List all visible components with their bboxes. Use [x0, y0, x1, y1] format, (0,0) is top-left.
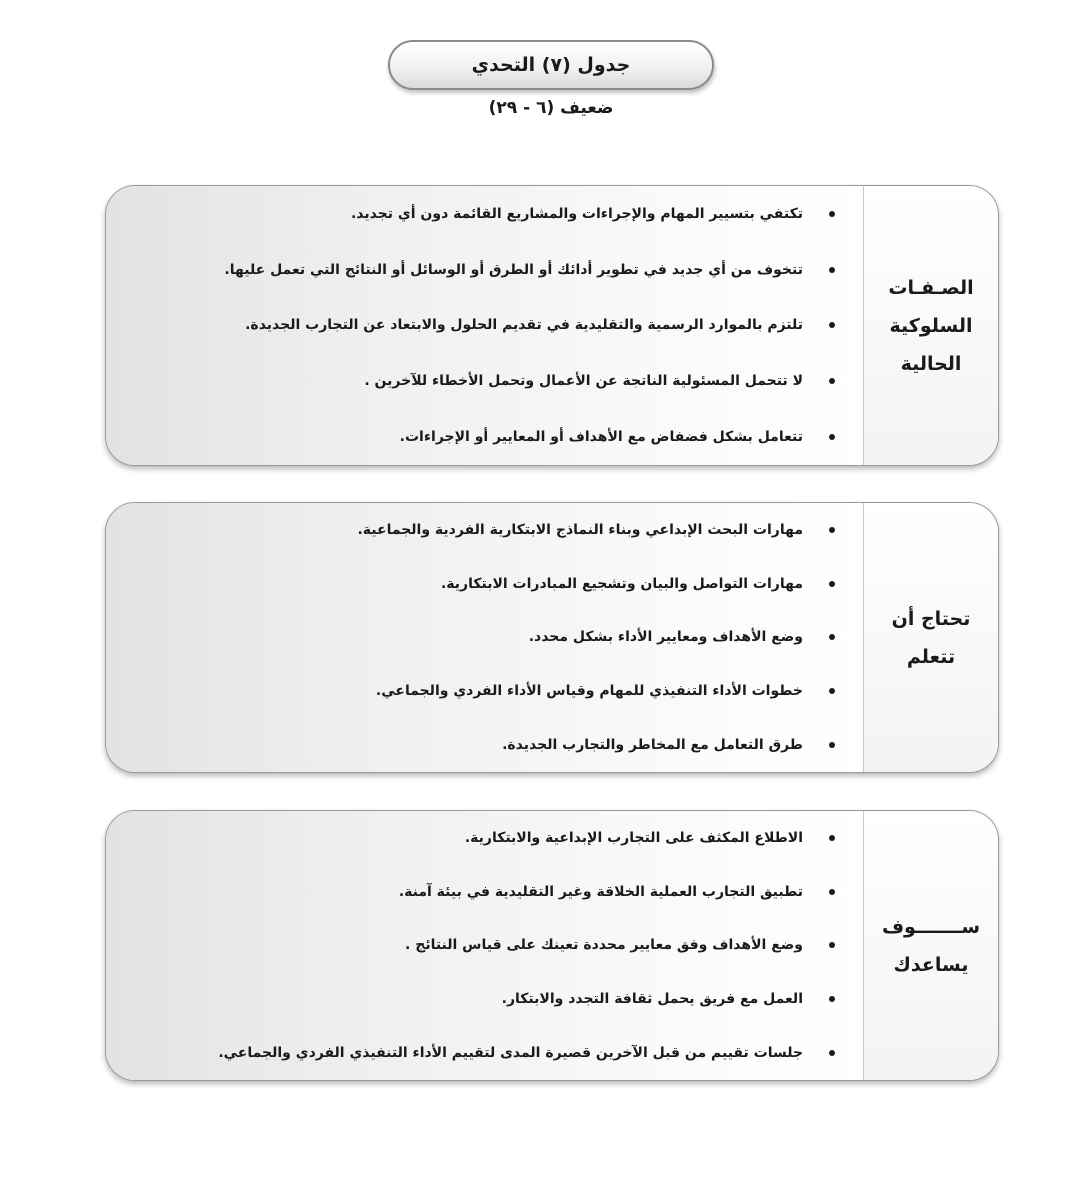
list-item: [116, 315, 841, 335]
list-item: [116, 735, 841, 755]
list-item-text: تكتفي بتسيير المهام والإجراءات والمشاريع القائمة دون أي تجديد.: [350, 205, 803, 222]
bullet-icon: [829, 742, 835, 748]
list-item-text: تتخوف من أي جديد في تطوير أدائك أو الطرق أو الوسائل أو النتائج التي تعمل عليها.: [224, 261, 803, 278]
list-item-text: وضع الأهداف وفق معايير محددة تعينك على قياس النتائج .: [405, 937, 803, 954]
list-item: [116, 882, 841, 902]
label-line: ســـــــوف: [881, 915, 981, 938]
table-title: جدول (٧) التحدي: [471, 54, 631, 76]
bullet-icon: [829, 688, 835, 694]
list-item-text: جلسات تقييم من قبل الآخرين قصيرة المدى لتقييم الأداء التنفيذي الفردي والجماعي.: [218, 1045, 803, 1062]
list-item: [116, 371, 841, 391]
list-item-text: طرق التعامل مع المخاطر والتجارب الجديدة.: [502, 737, 803, 754]
bullet-icon: [829, 434, 835, 440]
current-behaviors-list: [116, 186, 841, 465]
list-item: [116, 989, 841, 1009]
list-item-text: لا تتحمل المسئولية الناتجة عن الأعمال وتحمل الأخطاء للآخرين .: [364, 373, 803, 390]
current-behaviors-label: [864, 186, 998, 465]
need-to-learn-label: [864, 503, 998, 772]
list-item: [116, 427, 841, 447]
list-item: [116, 520, 841, 540]
label-line: تتعلم: [906, 645, 956, 668]
list-item-text: مهارات البحث الإبداعي وبناء النماذج الابتكارية الفردية والجماعية.: [357, 521, 803, 538]
list-item-text: تطبيق التجارب العملية الخلاقة وغير التقليدية في بيئة آمنة.: [398, 883, 803, 900]
list-item: [116, 828, 841, 848]
bullet-icon: [829, 942, 835, 948]
score-range-subtitle: ضعيف (٦ - ٢٩): [488, 98, 614, 118]
list-item: [116, 935, 841, 955]
will-help-you-label: [864, 811, 998, 1080]
need-to-learn-list-area: [106, 503, 864, 772]
bullet-icon: [829, 581, 835, 587]
will-help-you-panel: [105, 810, 999, 1081]
label-line: يساعدك: [893, 953, 969, 976]
list-item: [116, 574, 841, 594]
label-line: الحالية: [900, 352, 962, 375]
table-title-banner: [388, 40, 714, 90]
list-item-text: تتعامل بشكل فضفاض مع الأهداف أو المعايير أو الإجراءات.: [399, 429, 803, 446]
list-item-text: الاطلاع المكثف على التجارب الإبداعية والابتكارية.: [464, 829, 803, 846]
bullet-icon: [829, 527, 835, 533]
list-item-text: العمل مع فريق يحمل ثقافة التجدد والابتكار.: [501, 991, 803, 1008]
list-item-text: تلتزم بالموارد الرسمية والتقليدية في تقديم الحلول والابتعاد عن التجارب الجديدة.: [245, 317, 803, 334]
bullet-icon: [829, 835, 835, 841]
bullet-icon: [829, 889, 835, 895]
will-help-you-list: [116, 811, 841, 1080]
current-behaviors-panel: [105, 185, 999, 466]
list-item-text: خطوات الأداء التنفيذي للمهام وقياس الأداء الفردي والجماعي.: [375, 683, 803, 700]
label-line: تحتاج أن: [891, 607, 971, 630]
list-item: [116, 260, 841, 280]
list-item: [116, 681, 841, 701]
need-to-learn-panel: [105, 502, 999, 773]
need-to-learn-list: [116, 503, 841, 772]
list-item: [116, 204, 841, 224]
will-help-you-list-area: [106, 811, 864, 1080]
list-item: [116, 1043, 841, 1063]
list-item: [116, 627, 841, 647]
list-item-text: مهارات التواصل والبيان وتشجيع المبادرات الابتكارية.: [440, 575, 803, 592]
bullet-icon: [829, 322, 835, 328]
bullet-icon: [829, 378, 835, 384]
bullet-icon: [829, 211, 835, 217]
bullet-icon: [829, 267, 835, 273]
list-item-text: وضع الأهداف ومعايير الأداء بشكل محدد.: [528, 629, 803, 646]
label-line: السلوكية: [889, 314, 973, 337]
bullet-icon: [829, 1050, 835, 1056]
current-behaviors-list-area: [106, 186, 864, 465]
bullet-icon: [829, 996, 835, 1002]
label-line: الصـفـات: [888, 276, 974, 299]
bullet-icon: [829, 634, 835, 640]
